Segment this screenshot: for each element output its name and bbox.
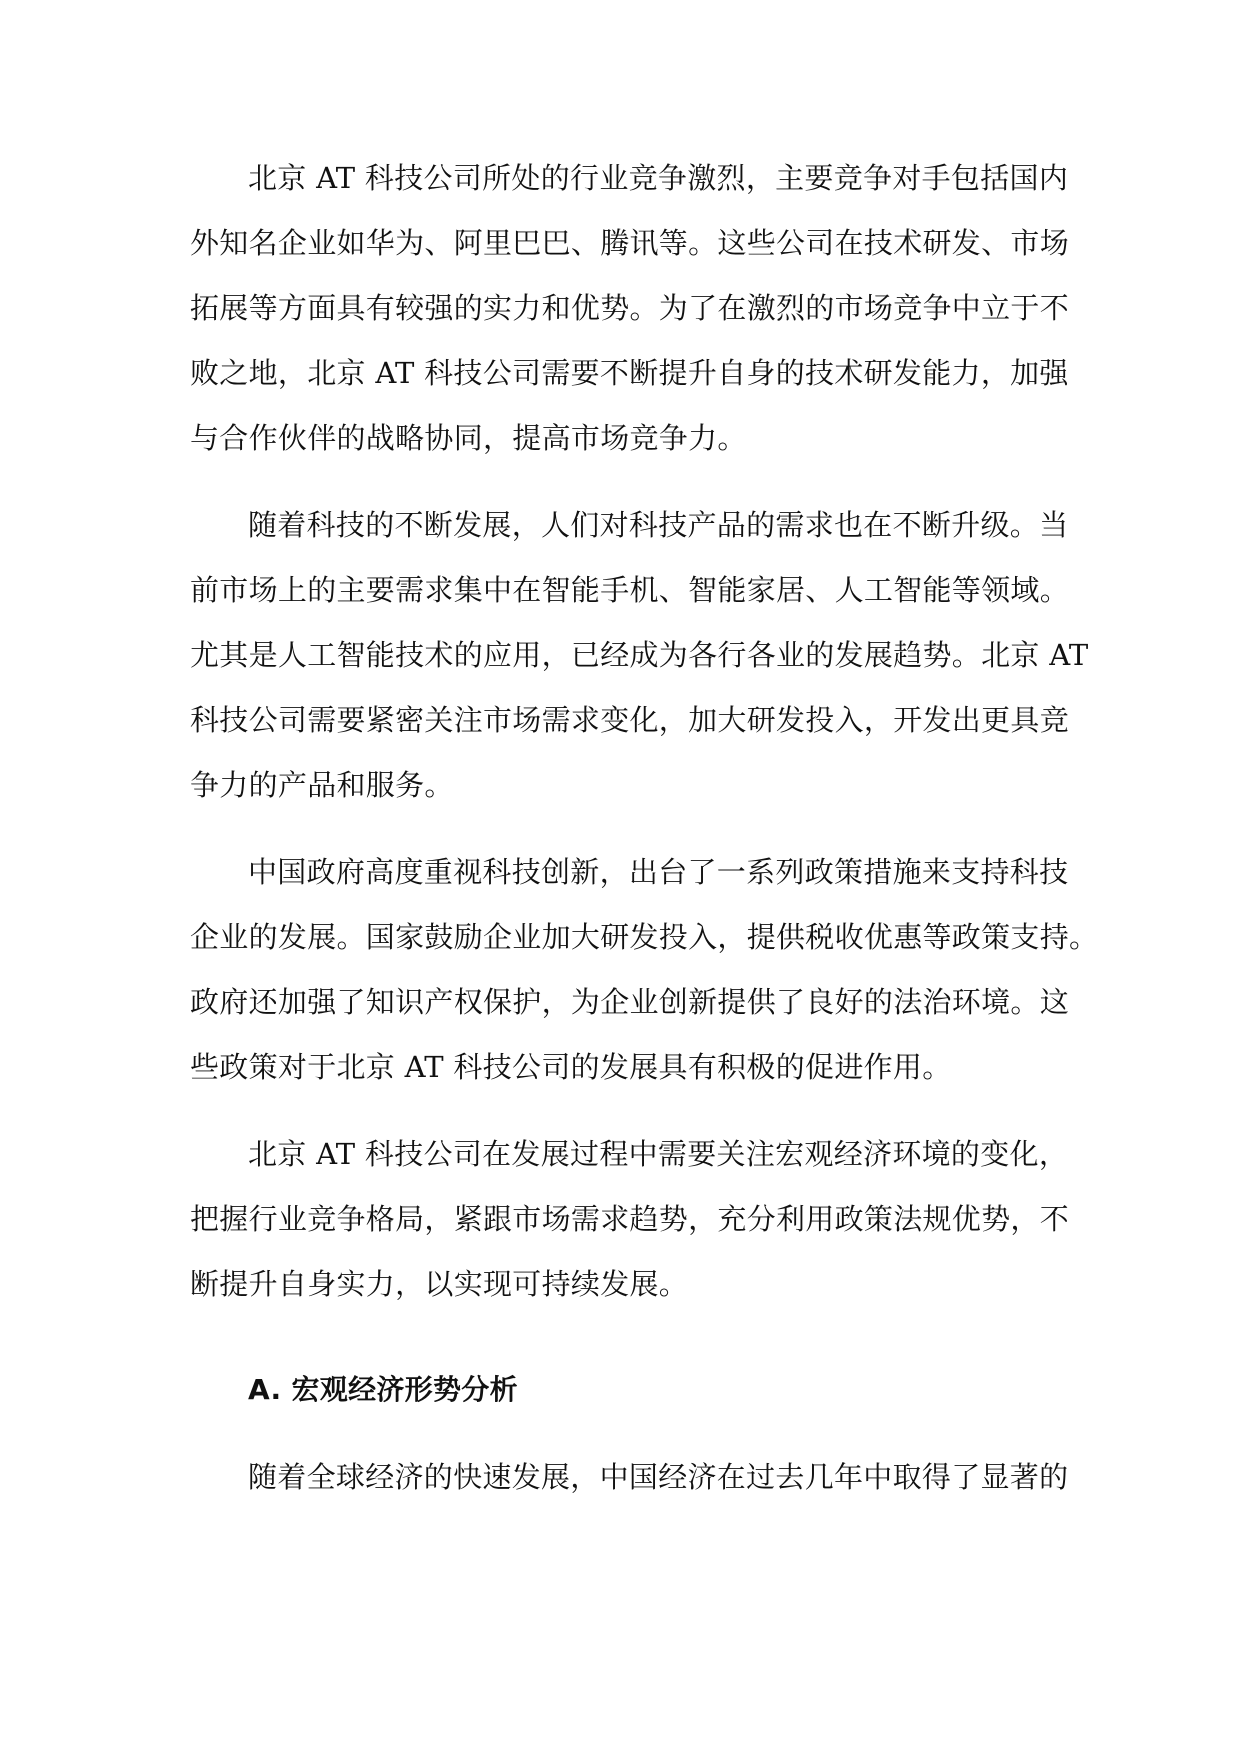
paragraph-1-line-4: 败之地，北京 AT 科技公司需要不断提升自身的技术研发能力，加强 [190, 356, 1069, 390]
paragraph-2-line-5: 争力的产品和服务。 [190, 768, 454, 802]
paragraph-2-line-3: 尤其是人工智能技术的应用，已经成为各行各业的发展趋势。北京 AT [190, 638, 1089, 672]
paragraph-4-line-2: 把握行业竞争格局，紧跟市场需求趋势，充分利用政策法规优势，不 [190, 1202, 1070, 1236]
paragraph-1-line-1: 北京 AT 科技公司所处的行业竞争激烈，主要竞争对手包括国内 [248, 161, 1069, 195]
section-heading: A. 宏观经济形势分析 [248, 1373, 518, 1406]
paragraph-1-line-5: 与合作伙伴的战略协同，提高市场竞争力。 [190, 421, 747, 455]
paragraph-1-line-2: 外知名企业如华为、阿里巴巴、腾讯等。这些公司在技术研发、市场 [190, 226, 1070, 260]
paragraph-3-line-3: 政府还加强了知识产权保护，为企业创新提供了良好的法治环境。这 [190, 985, 1070, 1019]
paragraph-3-line-2: 企业的发展。国家鼓励企业加大研发投入，提供税收优惠等政策支持。 [190, 920, 1099, 954]
paragraph-4-line-1: 北京 AT 科技公司在发展过程中需要关注宏观经济环境的变化， [248, 1137, 1069, 1171]
paragraph-2-line-2: 前市场上的主要需求集中在智能手机、智能家居、人工智能等领域。 [190, 573, 1070, 607]
paragraph-4-line-3: 断提升自身实力，以实现可持续发展。 [190, 1267, 689, 1301]
paragraph-1-line-3: 拓展等方面具有较强的实力和优势。为了在激烈的市场竞争中立于不 [190, 291, 1070, 325]
paragraph-3-line-1: 中国政府高度重视科技创新，出台了一系列政策措施来支持科技 [248, 855, 1069, 889]
paragraph-2-line-4: 科技公司需要紧密关注市场需求变化，加大研发投入，开发出更具竞 [190, 703, 1070, 737]
final-paragraph-line-1: 随着全球经济的快速发展，中国经济在过去几年中取得了显著的 [248, 1460, 1069, 1494]
paragraph-3-line-4: 些政策对于北京 AT 科技公司的发展具有积极的促进作用。 [190, 1050, 952, 1084]
paragraph-2-line-1: 随着科技的不断发展，人们对科技产品的需求也在不断升级。当 [248, 508, 1069, 542]
